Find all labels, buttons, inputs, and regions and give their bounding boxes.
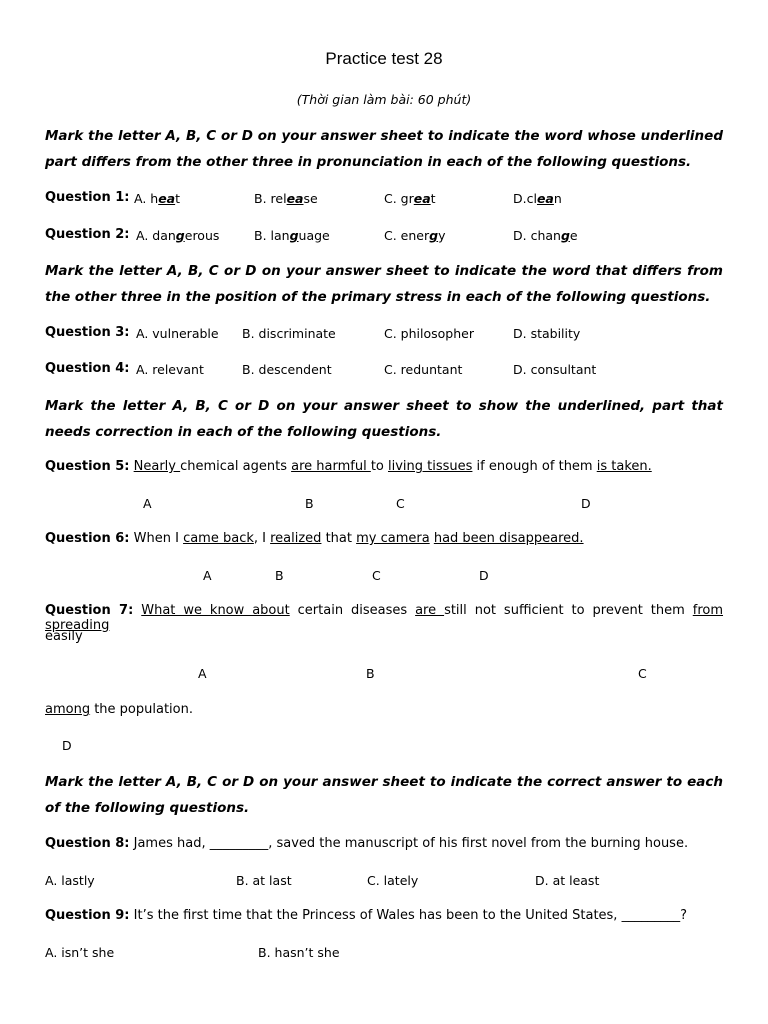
q3-option-a[interactable]: A. vulnerable: [136, 326, 219, 341]
q7-letter-b: B: [366, 666, 375, 681]
q8-option-a[interactable]: A. lastly: [45, 873, 95, 888]
question-5: Question 5: Nearly chemical agents are harmful to living tissues if enough of them is taken.: [45, 459, 652, 474]
q5-part-c[interactable]: living tissues: [388, 459, 473, 474]
q6-part-d[interactable]: had been disappeared.: [433, 531, 584, 546]
question-9: Question 9: It’s the first time that the Princess of Wales has been to the United States, _________?: [45, 908, 687, 923]
question-6: Question 6: When I came back, I realized that my camera had been disappeared.: [45, 531, 584, 546]
q6-letter-d: D: [479, 568, 489, 583]
instruction-error-correction: Mark the letter A, B, C or D on your answer sheet to show the underlined, part that needs correction in each of the following questions.: [45, 398, 723, 440]
q5-part-b[interactable]: are harmful: [291, 459, 371, 474]
q6-letter-a: A: [203, 568, 212, 583]
q6-letter-c: C: [372, 568, 381, 583]
q4-option-b[interactable]: B. descendent: [242, 362, 332, 377]
question-7: Question 7: What we know about certain diseases are still not sufficient to prevent them from spreading: [45, 603, 724, 633]
question-8: Question 8: James had, _________, saved the manuscript of his first novel from the burning house.: [45, 836, 689, 851]
q1-option-c[interactable]: C. great: [384, 191, 436, 206]
q1-option-a[interactable]: A. heat: [134, 191, 181, 206]
q3-option-d[interactable]: D. stability: [513, 326, 581, 341]
q2-option-c[interactable]: C. energy: [384, 228, 446, 243]
page-subtitle: (Thời gian làm bài: 60 phút): [296, 92, 472, 107]
question-4-label: Question 4:: [45, 361, 130, 376]
q1-option-d[interactable]: D.clean: [513, 191, 562, 206]
q7-part-c[interactable]: from spreading: [45, 603, 724, 633]
q5-part-d[interactable]: is taken.: [596, 459, 652, 474]
q2-option-d[interactable]: D. change: [513, 228, 578, 243]
q7-letter-c: C: [638, 666, 647, 681]
q7-line-3: among the population.: [45, 702, 193, 717]
q8-option-c[interactable]: C. lately: [367, 873, 419, 888]
q7-part-b[interactable]: are: [415, 603, 445, 618]
q6-part-c[interactable]: my camera: [356, 531, 430, 546]
q4-option-c[interactable]: C. reduntant: [384, 362, 463, 377]
instruction-stress: Mark the letter A, B, C or D on your answer sheet to indicate the word that differs from the other three in the position of the primary stress in each of the following questions.: [45, 263, 723, 305]
q1-option-b[interactable]: B. release: [254, 191, 318, 206]
q4-option-a[interactable]: A. relevant: [136, 362, 204, 377]
q4-option-d[interactable]: D. consultant: [513, 362, 597, 377]
q5-letter-b: B: [305, 496, 314, 511]
q6-letter-b: B: [275, 568, 284, 583]
q9-option-a[interactable]: A. isn’t she: [45, 945, 115, 960]
q6-part-a[interactable]: came back: [183, 531, 254, 546]
page-title: Practice test 28: [325, 49, 443, 68]
q7-letter-d: D: [62, 738, 72, 753]
q3-option-c[interactable]: C. philosopher: [384, 326, 474, 341]
question-3-label: Question 3:: [45, 325, 130, 340]
q7-part-d[interactable]: among: [45, 702, 91, 717]
q8-option-b[interactable]: B. at last: [236, 873, 292, 888]
q3-option-b[interactable]: B. discriminate: [242, 326, 336, 341]
q6-part-b[interactable]: realized: [270, 531, 322, 546]
q5-letter-d: D: [581, 496, 591, 511]
instruction-correct-answer: Mark the letter A, B, C or D on your answer sheet to indicate the correct answer to each of the following questions.: [45, 774, 723, 816]
q2-option-a[interactable]: A. dangerous: [136, 228, 220, 243]
q9-option-b[interactable]: B. hasn’t she: [258, 945, 340, 960]
question-2-label: Question 2:: [45, 227, 130, 242]
instruction-pronunciation: Mark the letter A, B, C or D on your answer sheet to indicate the word whose underlined part differs from the other three in pronunciation in each of the following questions.: [45, 128, 723, 170]
q5-part-a[interactable]: Nearly: [133, 459, 181, 474]
q8-option-d[interactable]: D. at least: [535, 873, 600, 888]
q7-line-2: easily: [45, 629, 83, 644]
q7-part-a[interactable]: What we know about: [141, 603, 290, 618]
q7-letter-a: A: [198, 666, 207, 681]
question-1-label: Question 1:: [45, 190, 130, 205]
q2-option-b[interactable]: B. language: [254, 228, 330, 243]
q5-letter-c: C: [396, 496, 405, 511]
q5-letter-a: A: [143, 496, 152, 511]
